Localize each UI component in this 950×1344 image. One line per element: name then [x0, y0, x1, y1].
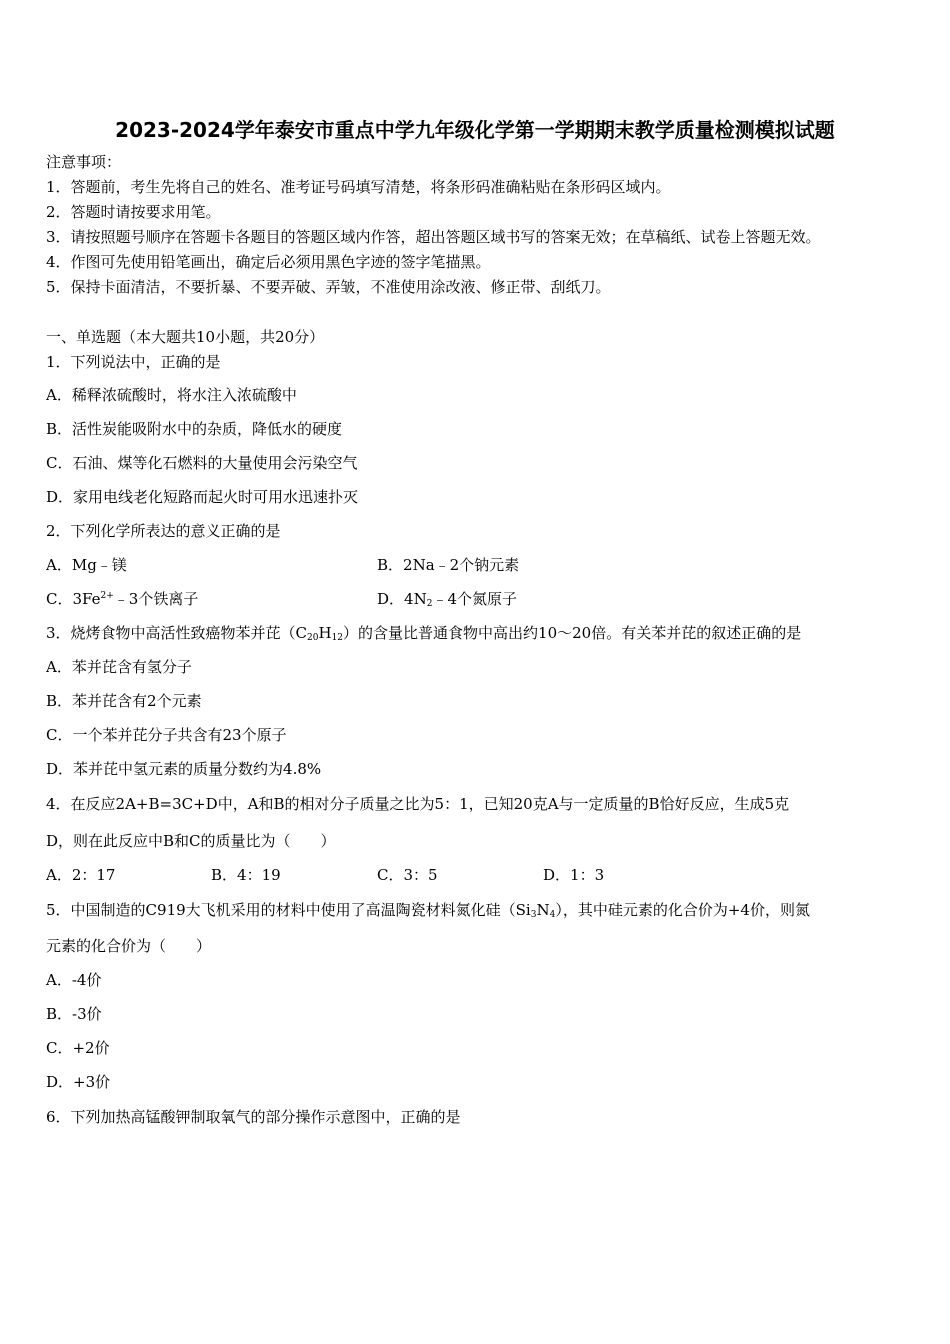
question-6-stem: 6．下列加热高锰酸钾制取氧气的部分操作示意图中，正确的是 [46, 1108, 461, 1126]
notice-heading: 注意事项： [46, 153, 122, 171]
question-1-stem: 1．下列说法中，正确的是 [46, 353, 221, 371]
q2-option-c: C．$3Fe^{2+}﹣3$个铁离子 [46, 590, 199, 608]
q1-option-d: D．家用电线老化短路而起火时可用水迅速扑灭 [46, 488, 359, 506]
q2-option-a: A．Mg﹣镁 [46, 556, 127, 574]
q5-option-c: C．+2价 [46, 1039, 110, 1057]
page-title: 2023-2024学年泰安市重点中学九年级化学第一学期期末教学质量检测模拟试题 [115, 118, 835, 142]
section-heading: 一、单选题（本大题共10小题，共20分） [46, 328, 325, 346]
question-4-stem-line1: 4．在反应2A+B=3C+D中，A和B的相对分子质量之比为5：1，已知20克A与一定质量的B恰好反应，生成5克 [46, 795, 790, 813]
q4-option-b: B．4：19 [211, 866, 281, 884]
q3-option-d: D．苯并芘中氢元素的质量分数约为4.8% [46, 760, 322, 778]
notice-item: 5．保持卡面清洁，不要折暴、不要弄破、弄皱，不准使用涂改液、修正带、刮纸刀。 [46, 278, 611, 296]
question-3-stem: 3．烧烤食物中高活性致癌物苯并芘$(C_{20}H_{12})$的含量比普通食物中高出约10～20倍。有关苯并芘的叙述正确的是 [46, 624, 802, 643]
question-5-stem-line1: 5．中国制造的C919大飞机采用的材料中使用了高温陶瓷材料氮化硅$(Si_3N_4)$，其中硅元素的化合价为+4价，则氮 [46, 901, 810, 920]
notice-item: 4．作图可先使用铅笔画出，确定后必须用黑色字迹的签字笔描黑。 [46, 253, 491, 271]
q2-option-d: D．$4N_2﹣4$个氮原子 [377, 590, 517, 609]
question-2-stem: 2．下列化学所表达的意义正确的是 [46, 522, 281, 540]
q3-option-a: A．苯并芘含有氢分子 [46, 658, 192, 676]
q4-option-d: D．1：3 [543, 866, 605, 884]
q1-option-c: C．石油、煤等化石燃料的大量使用会污染空气 [46, 454, 358, 472]
notice-item: 3．请按照题号顺序在答题卡各题目的答题区域内作答，超出答题区域书写的答案无效；在草稿纸、试卷上答题无效。 [46, 228, 821, 246]
q5-option-d: D．+3价 [46, 1073, 111, 1091]
q4-option-a: A．2：17 [46, 866, 116, 884]
notice-item: 1．答题前，考生先将自己的姓名、准考证号码填写清楚，将条形码准确粘贴在条形码区域内。 [46, 178, 671, 196]
q5-option-a: A．-4价 [46, 971, 102, 989]
q5-option-b: B．-3价 [46, 1005, 102, 1023]
question-4-stem-line2: D，则在此反应中B和C的质量比为（ ） [46, 832, 336, 850]
q3-option-c: C．一个苯并芘分子共含有23个原子 [46, 726, 287, 744]
q2-option-b: B．2Na﹣2个钠元素 [377, 556, 520, 574]
q4-option-c: C．3：5 [377, 866, 438, 884]
q3-option-b: B．苯并芘含有2个元素 [46, 692, 202, 710]
q1-option-a: A．稀释浓硫酸时，将水注入浓硫酸中 [46, 386, 297, 404]
notice-item: 2．答题时请按要求用笔。 [46, 203, 221, 221]
q1-option-b: B．活性炭能吸附水中的杂质，降低水的硬度 [46, 420, 343, 438]
question-5-stem-line2: 元素的化合价为（ ） [46, 937, 212, 955]
